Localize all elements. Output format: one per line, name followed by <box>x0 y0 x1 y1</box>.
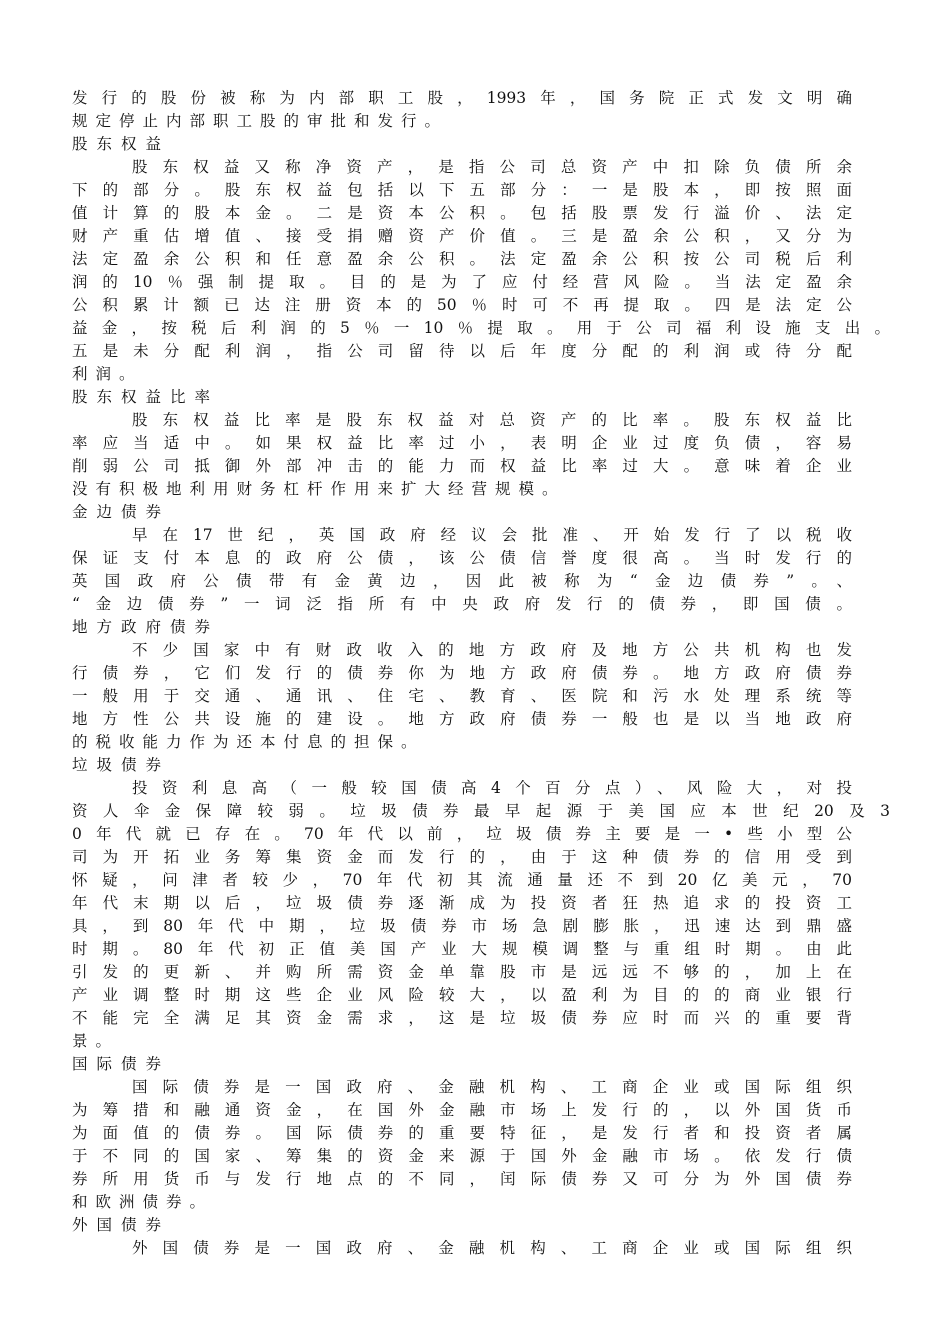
text-line: 的税收能力作为还本付息的担保。 <box>72 733 425 751</box>
text-line: 0年代就已存在。70年代以前，垃圾债券主要是一•些小型公 <box>72 825 852 843</box>
text-line: 率应当适中。如果权益比率过小，表明企业过度负债，容易 <box>72 434 852 452</box>
text-line: “金边债券”一词泛指所有中央政府发行的债券，即国债。 <box>72 595 852 613</box>
text-line: 投资利息高（一般较国债高4个百分点）、风险大，对投 <box>132 779 852 797</box>
section-heading: 外国债券 <box>72 1216 171 1234</box>
text-line: 为筹措和融通资金，在国外金融市场上发行的，以外国货币 <box>72 1101 852 1119</box>
text-line: 行债券，它们发行的债券你为地方政府债券。地方政府债券 <box>72 664 852 682</box>
text-line: 外国债券是一国政府、金融机构、工商企业或国际组织 <box>132 1239 852 1257</box>
text-line: 财产重估增值、接受捐赠资产价值。三是盈余公积，又分为 <box>72 227 852 245</box>
text-line: 于不同的国家、筹集的资金来源于国外金融市场。依发行债 <box>72 1147 852 1165</box>
text-line: 国际债券是一国政府、金融机构、工商企业或国际组织 <box>132 1078 852 1096</box>
text-line: 润的10％强制提取。目的是为了应付经营风险。当法定盈余 <box>72 273 852 291</box>
text-line: 怀疑，问津者较少，70年代初其流通量还不到20亿美元，70 <box>72 871 852 889</box>
text-line: 利润。 <box>72 365 143 383</box>
text-line: 和欧洲债券。 <box>72 1193 214 1211</box>
text-line: 股东权益比率是股东权益对总资产的比率。股东权益比 <box>132 411 852 429</box>
text-line: 值计算的股本金。二是资本公积。包括股票发行溢价、法定 <box>72 204 852 222</box>
section-heading: 垃圾债券 <box>72 756 171 774</box>
text-line: 保证支付本息的政府公债，该公债信誉度很高。当时发行的 <box>72 549 852 567</box>
text-line: 益金，按税后利润的5％一10％提取。用于公司福利设施支出。 <box>72 319 890 337</box>
text-line: 发行的股份被称为内部职工股，1993年，国务院正式发文明确 <box>72 89 852 107</box>
text-line: 年代末期以后，垃圾债券逐渐成为投资者狂热追求的投资工 <box>72 894 852 912</box>
text-line: 早在17世纪，英国政府经议会批准、开始发行了以税收 <box>132 526 852 544</box>
text-line: 下的部分。股东权益包括以下五部分：一是股本，即按照面 <box>72 181 852 199</box>
text-line: 地方性公共设施的建设。地方政府债券一般也是以当地政府 <box>72 710 852 728</box>
text-line: 没有积极地利用财务杠杆作用来扩大经营规模。 <box>72 480 566 498</box>
text-line: 五是未分配利润，指公司留待以后年度分配的利润或待分配 <box>72 342 852 360</box>
text-line: 为面值的债券。国际债券的重要特征，是发行者和投资者属 <box>72 1124 852 1142</box>
section-heading: 地方政府债券 <box>72 618 220 636</box>
section-heading: 金边债券 <box>72 503 171 521</box>
text-line: 景。 <box>72 1032 120 1050</box>
text-line: 股东权益又称净资产，是指公司总资产中扣除负债所余 <box>132 158 852 176</box>
text-line: 司为开拓业务筹集资金而发行的，由于这种债券的信用受到 <box>72 848 852 866</box>
text-line: 引发的更新、并购所需资金单靠股市是远远不够的，加上在 <box>72 963 852 981</box>
section-heading: 股东权益比率 <box>72 388 220 406</box>
text-line: 法定盈余公积和任意盈余公积。法定盈余公积按公司税后利 <box>72 250 852 268</box>
section-heading: 国际债券 <box>72 1055 171 1073</box>
text-line: 英国政府公债带有金黄边，因此被称为“金边债券”。、 <box>72 572 852 590</box>
text-line: 券所用货币与发行地点的不同，闰际债券又可分为外国债券 <box>72 1170 852 1188</box>
text-line: 产业调整时期这些企业风险较大，以盈利为目的的商业银行 <box>72 986 852 1004</box>
text-line: 时期。80年代初正值美国产业大规模调整与重组时期。由此 <box>72 940 852 958</box>
text-line: 规定停止内部职工股的审批和发行。 <box>72 112 449 130</box>
text-line: 一般用于交通、通讯、住宅、教育、医院和污水处理系统等 <box>72 687 852 705</box>
text-line: 公积累计额已达注册资本的50％时可不再提取。四是法定公 <box>72 296 852 314</box>
text-line: 不能完全满足其资金需求，这是垃圾债券应时而兴的重要背 <box>72 1009 852 1027</box>
text-line: 资人伞金保障较弱。垃圾债券最早起源于美国应本世纪20及3 <box>72 802 890 820</box>
section-heading: 股东权益 <box>72 135 171 153</box>
text-line: 不少国家中有财政收入的地方政府及地方公共机构也发 <box>132 641 852 659</box>
text-line: 具，到80年代中期，垃圾债券市场急剧膨胀，迅速达到鼎盛 <box>72 917 852 935</box>
text-line: 削弱公司抵御外部冲击的能力而权益比率过大。意味着企业 <box>72 457 852 475</box>
